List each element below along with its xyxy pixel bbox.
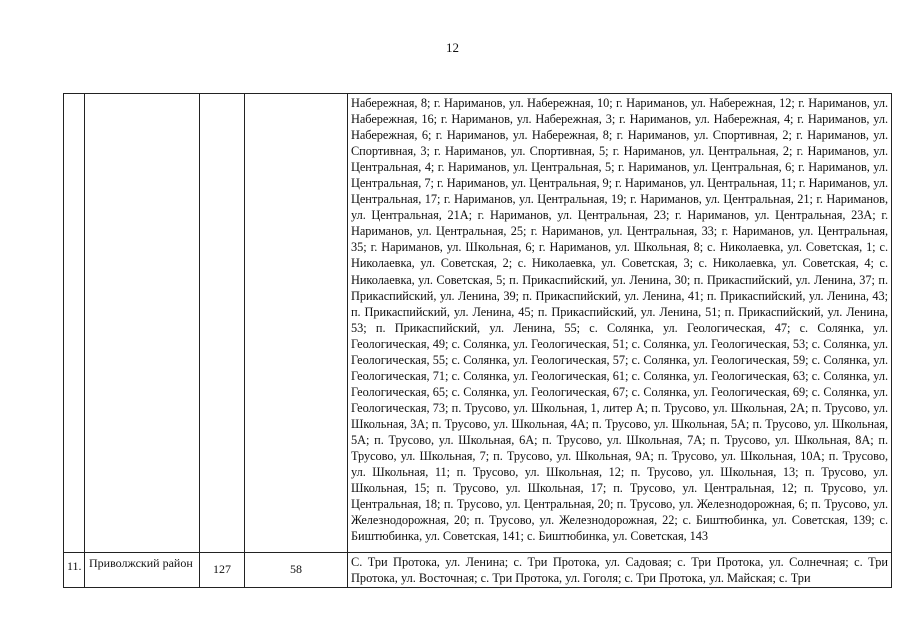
count-b-cell [245, 94, 348, 553]
address-cell [348, 94, 892, 553]
table-row [64, 94, 892, 553]
table-row [64, 553, 892, 588]
district-name: Приволжский район [89, 556, 193, 570]
count-a-cell [200, 94, 245, 553]
count-a-cell [200, 553, 245, 588]
row-number-cell [64, 94, 85, 553]
row-number-cell [64, 553, 85, 588]
district-cell [85, 94, 200, 553]
row-number: 11. [67, 559, 82, 573]
districts-table [63, 93, 892, 588]
address-list: С. Три Протока, ул. Ленина; с. Три Протока, ул. Садовая; с. Три Протока, ул. Солнечная; с. Три Протока, ул. Восточная; с. Три Протока, ул. Гоголя; с. Три Протока, ул. Майская; с. Три [351, 555, 888, 585]
count-b-value: 58 [290, 562, 302, 576]
address-cell [348, 553, 892, 588]
page-number: 12 [446, 40, 459, 55]
count-a-value: 127 [213, 562, 231, 576]
count-b-cell [245, 553, 348, 588]
address-list: Набережная, 8; г. Нариманов, ул. Набережная, 10; г. Нариманов, ул. Набережная, 12; г. Нариманов, ул. Набережная, 16; г. Нариманов, ул. Набережная, 3; г. Нариманов, ул. Набережная, 4; г. Нариманов, ул. Набережная, 6; г. Нариманов, ул. Набережная, 8; г. Нариманов, ул. Спортивная, 2; г. Нариманов, ул. Спортивная, 3; г. Нариманов, ул. Спортивная, 5; г. Нариманов, ул. Центральная, 2; г. Нариманов, ул. Центральная, 4; г. Нариманов, ул. Центральная, 5; г. Нариманов, ул. Центральная, 6; г. Нариманов, ул. Центральная, 7; г. Нариманов, ул. Центральная, 9; г. Нариманов, ул. Центральная, 11; г. Нариманов, ул. Центральная, 17; г. Нариманов, ул. Центральная, 19; г. Нариманов, ул. Центральная, 21; г. Нариманов, ул. Центральная, 21А; г. Нариманов, ул. Центральная, 23; г. Нариманов, ул. Центральная, 23А; г. Нариманов, ул. Центральная, 25; г. Нариманов, ул. Центральная, 33; г. Нариманов, ул. Центральная, 35; г. Нариманов, ул. Школьная, 6; г. Нариманов, ул. Школьная, 8; с. Николаевка, ул. Советская, 1; с. Николаевка, ул. Советская, 2; с. Николаевка, ул. Советская, 3; с. Николаевка, ул. Советская, 4; с. Николаевка, ул. Советская, 5; п. Прикаспийский, ул. Ленина, 30; п. Прикаспийский, ул. Ленина, 37; п. Прикаспийский, ул. Ленина, 39; п. Прикаспийский, ул. Ленина, 41; п. Прикаспийский, ул. Ленина, 43; п. Прикаспийский, ул. Ленина, 45; п. Прикаспийский, ул. Ленина, 51; п. Прикаспийский, ул. Ленина, 53; п. Прикаспийский, ул. Ленина, 55; с. Солянка, ул. Геологическая, 47; с. Солянка, ул. Геологическая, 49; с. Солянка, ул. Геологическая, 51; с. Солянка, ул. Геологическая, 53; с. Солянка, ул. Геологическая, 55; с. Солянка, ул. Геологическая, 57; с. Солянка, ул. Геологическая, 59; с. Солянка, ул. Геологическая, 71; с. Солянка, ул. Геологическая, 61; с. Солянка, ул. Геологическая, 63; с. Солянка, ул. Геологическая, 65; с. Солянка, ул. Геологическая, 67; с. Солянка, ул. Геологическая, 69; с. Солянка, ул. Геологическая, 73; п. Трусово, ул. Школьная, 1, литер А; п. Трусово, ул. Школьная, 2А; п. Трусово, ул. Школьная, 3А; п. Трусово, ул. Школьная, 4А; п. Трусово, ул. Школьная, 5А; п. Трусово, ул. Школьная, 5А; п. Трусово, ул. Школьная, 6А; п. Трусово, ул. Школьная, 7А; п. Трусово, ул. Школьная, 8А; п. Трусово, ул. Школьная, 7; п. Трусово, ул. Школьная, 9А; п. Трусово, ул. Школьная, 10А; п. Трусово, ул. Школьная, 11; п. Трусово, ул. Школьная, 12; п. Трусово, ул. Школьная, 13; п. Трусово, ул. Школьная, 15; п. Трусово, ул. Школьная, 17; п. Трусово, ул. Центральная, 12; п. Трусово, ул. Центральная, 18; п. Трусово, ул. Центральная, 20; п. Трусово, ул. Железнодорожная, 6; п. Трусово, ул. Железнодорожная, 20; п. Трусово, ул. Железнодорожная, 22; с. Биштюбинка, ул. Советская, 139; с. Биштюбинка, ул. Советская, 141; с. Биштюбинка, ул. Советская, 143 [351, 96, 888, 544]
district-cell [85, 553, 200, 588]
